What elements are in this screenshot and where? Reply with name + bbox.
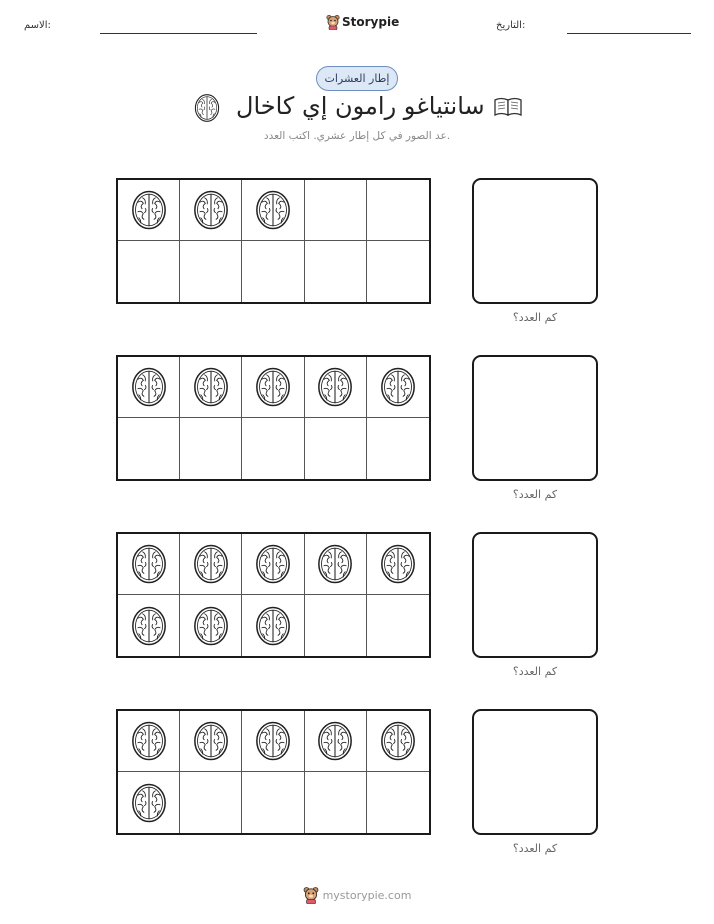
ten-frame (116, 532, 431, 658)
ten-frame-cell (242, 711, 304, 772)
answer-box[interactable] (472, 532, 598, 658)
brain-icon (130, 781, 168, 825)
ten-frame-cell (305, 357, 367, 418)
ten-frame-cell (180, 241, 242, 302)
worksheet-type-badge: إطار العشرات (316, 66, 398, 91)
ten-frame-cell (118, 418, 180, 479)
page-title: سانتياغو رامون إي كاخال (236, 92, 485, 120)
ten-frame-cell (180, 711, 242, 772)
ten-frame-cell (367, 534, 429, 595)
footer (0, 886, 714, 904)
answer-prompt: كم العدد؟ (512, 665, 558, 678)
ten-frame-cell (367, 418, 429, 479)
brain-icon (192, 188, 230, 232)
ten-frame-cell (242, 534, 304, 595)
ten-frame-cell (118, 595, 180, 656)
brand-name: Storypie (342, 15, 400, 29)
ten-frame (116, 709, 431, 835)
ten-frame-cell (242, 595, 304, 656)
book-icon (493, 96, 523, 118)
brain-icon (192, 604, 230, 648)
ten-frame-cell (180, 418, 242, 479)
brain-icon (130, 604, 168, 648)
answer-box[interactable] (472, 178, 598, 304)
brain-icon (254, 542, 292, 586)
footer-url: mystorypie.com (322, 888, 412, 902)
answer-prompt: كم العدد؟ (512, 842, 558, 855)
brain-icon (379, 365, 417, 409)
ten-frame-cell (118, 711, 180, 772)
brain-icon (130, 365, 168, 409)
answer-prompt: كم العدد؟ (512, 311, 558, 324)
ten-frame-cell (367, 180, 429, 241)
ten-frame-cell (367, 357, 429, 418)
ten-frame-cell (367, 241, 429, 302)
brain-icon (254, 719, 292, 763)
ten-frame-cell (305, 418, 367, 479)
brain-icon (254, 604, 292, 648)
ten-frame-cell (242, 241, 304, 302)
ten-frame-cell (305, 241, 367, 302)
brain-icon (254, 365, 292, 409)
ten-frame-cell (118, 241, 180, 302)
brain-icon (130, 719, 168, 763)
brain-icon (379, 542, 417, 586)
ten-frame-cell (242, 772, 304, 833)
ten-frame-cell (367, 711, 429, 772)
answer-prompt: كم العدد؟ (512, 488, 558, 501)
brain-icon (192, 542, 230, 586)
ten-frame-cell (118, 357, 180, 418)
ten-frame (116, 178, 431, 304)
ten-frame-cell (180, 595, 242, 656)
brain-icon (316, 542, 354, 586)
ten-frame-cell (118, 534, 180, 595)
ten-frame-cell (367, 595, 429, 656)
brain-icon (192, 719, 230, 763)
ten-frame-cell (180, 180, 242, 241)
brain-icon (316, 365, 354, 409)
ten-frame-cell (180, 534, 242, 595)
ten-frame-cell (367, 772, 429, 833)
ten-frame-cell (242, 180, 304, 241)
brain-icon (130, 542, 168, 586)
ten-frame-cell (242, 357, 304, 418)
ten-frame-cell (118, 772, 180, 833)
bear-mascot-icon (303, 886, 319, 904)
name-field[interactable] (100, 33, 257, 34)
brand-logo (326, 14, 399, 30)
ten-frame (116, 355, 431, 481)
ten-frame-cell (305, 772, 367, 833)
brain-icon (192, 365, 230, 409)
title-row (0, 92, 714, 126)
brain-icon (379, 719, 417, 763)
ten-frame-cell (305, 180, 367, 241)
instructions: عد الصور في كل إطار عشري. اكتب العدد. (263, 130, 451, 142)
brain-icon (130, 188, 168, 232)
ten-frame-cell (118, 180, 180, 241)
ten-frame-cell (305, 711, 367, 772)
ten-frame-cell (242, 418, 304, 479)
brain-icon (316, 719, 354, 763)
name-label: الاسم: (24, 20, 51, 31)
brain-icon (254, 188, 292, 232)
date-label: التاريخ: (496, 20, 526, 31)
bear-mascot-icon (326, 14, 340, 30)
answer-box[interactable] (472, 709, 598, 835)
ten-frame-cell (305, 534, 367, 595)
brain-icon (193, 93, 221, 123)
ten-frame-cell (305, 595, 367, 656)
date-field[interactable] (567, 33, 691, 34)
answer-box[interactable] (472, 355, 598, 481)
ten-frame-cell (180, 772, 242, 833)
ten-frame-cell (180, 357, 242, 418)
